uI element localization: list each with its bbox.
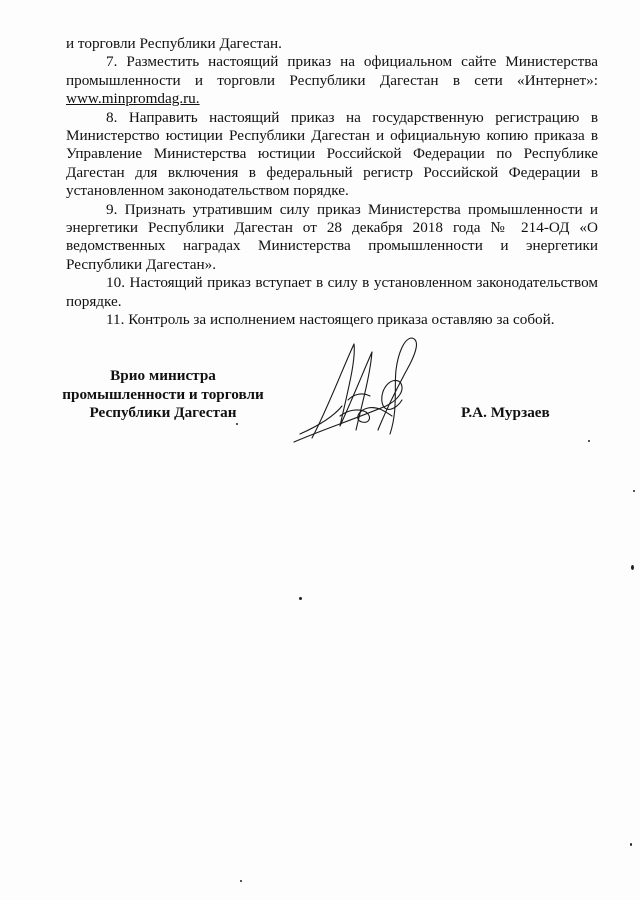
document-body — [66, 35, 598, 330]
paragraph-item-10: 10. Настоящий приказ вступает в силу в установленном законодательством порядке. — [66, 274, 598, 310]
scan-speck — [240, 880, 242, 882]
scan-speck — [588, 440, 590, 442]
signatory-title-line-2: промышленности и торговли — [62, 385, 264, 403]
website-link[interactable]: www.minpromdag.ru. — [66, 90, 200, 108]
signatory-name: Р.А. Мурзаев — [461, 404, 550, 421]
signatory-title-line-3: Республики Дагестан — [89, 404, 237, 422]
handwritten-signature — [282, 330, 442, 450]
scan-speck — [630, 843, 632, 846]
signatory-title — [58, 367, 268, 423]
scan-speck — [299, 597, 302, 600]
scan-speck — [631, 565, 634, 570]
item-7-text: 7. Разместить настоящий приказ на официальном сайте Министерства промышленности и торговли Республики Дагестан в сети «Интернет»: — [66, 53, 598, 89]
scan-speck — [236, 423, 238, 425]
signatory-title-line-1: Врио министра — [110, 367, 216, 384]
scan-speck — [633, 490, 635, 492]
paragraph-item-8: 8. Направить настоящий приказ на государственную регистрацию в Министерство юстиции Республики Дагестан и официальную копию приказа в Управление Министерства юстиции Российской Федерации по Республике Дагестан для включения в федеральный регистр Российской Федерации в установленном законодательством порядке. — [66, 108, 598, 200]
paragraph-item-7 — [66, 53, 598, 108]
paragraph-item-9: 9. Признать утратившим силу приказ Министерства промышленности и энергетики Республики Дагестан от 28 декабря 2018 года № 214-ОД «О ведомственных наградах Министерства промышленности и энергетики Республики Дагестан». — [66, 200, 598, 273]
paragraph-item-11: 11. Контроль за исполнением настоящего приказа оставляю за собой. — [106, 311, 555, 329]
paragraph-continuation: и торговли Республики Дагестан. — [66, 35, 282, 52]
